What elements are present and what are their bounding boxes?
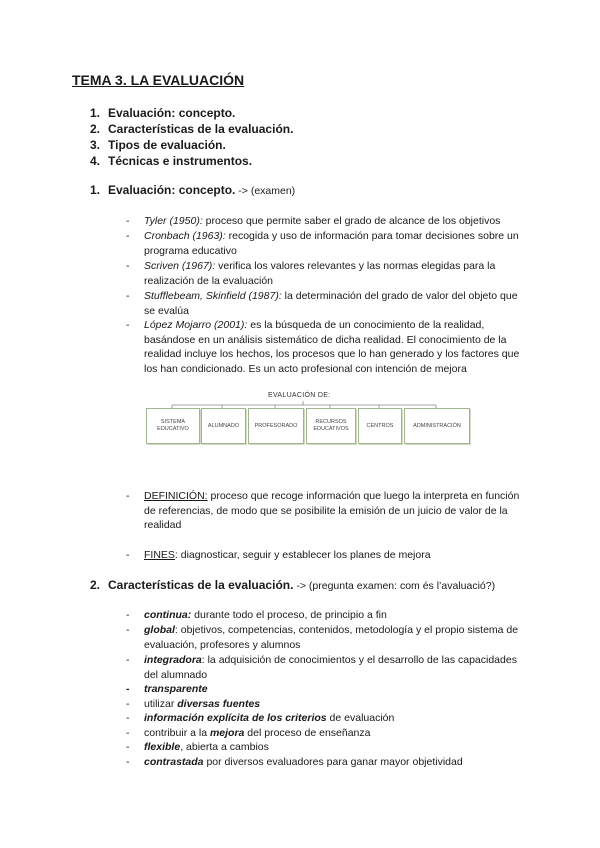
fines-item: - FINES: diagnosticar, seguir y establecer los planes de mejora [126,549,431,561]
item-prefix: utilizar [144,698,178,710]
diagram-box-recursos-educativos: RECURSOS EDUCATIVOS [306,408,356,444]
diagram-title: EVALUACIÓN DE: [268,392,331,399]
keyword: transparente [144,683,208,695]
keyword: mejora [209,727,245,739]
item-text: : la adquisición de conocimientos y el desarrollo de las capacidades del alumnado [144,654,517,681]
toc-number: 2. [90,122,101,136]
section-title: Evaluación: concepto. [108,183,236,197]
item-text: la determinación del grado de valor del objeto que se evalúa [144,290,518,317]
author-name: López Mojarro (2001) [144,319,245,331]
section-note: -> (examen) [235,185,296,197]
keyword: contrastada [144,756,204,768]
definition-text: proceso que recoge información que luego la interpreta en función de referencias, de modo que se posibilite la emisión de un juicio de valor de la realidad [144,490,520,532]
item-text: verifica los valores relevantes y las normas elegidas para la realización de la evaluación [144,260,496,287]
item-text: : objetivos, competencias, contenidos, metodología y el propio sistema de evaluación, profesores y alumnos [144,624,519,651]
author-name: Scriven (1967) [144,260,213,272]
section-number: 2. [90,578,101,592]
list-item: - global: objetivos, competencias, contenidos, metodología y el propio sistema de evaluación, profesores y alumnos [126,624,519,651]
item-text: recogida y uso de información para tomar decisiones sobre un programa educativo [144,230,519,257]
keyword: información explícita de los criterios [144,712,327,724]
fines-text: : diagnosticar, seguir y establecer los planes de mejora [174,549,431,561]
list-item: - Scriven (1967): verifica los valores relevantes y las normas elegidas para la realización de la evaluación [126,260,496,287]
toc-number: 4. [90,154,101,168]
item-text: de evaluación [326,712,395,724]
keyword: global [144,624,175,636]
item-text: , abierta a cambios [180,741,269,753]
fines-label: FINES [144,549,175,561]
list-item: - Cronbach (1963): recogida y uso de información para tomar decisiones sobre un programa educativo [126,230,519,257]
list-item: - Tyler (1950): proceso que permite saber el grado de alcance de los objetivos [126,215,501,227]
keyword: continua: [144,609,192,621]
separator: : [222,230,226,242]
author-name: Cronbach (1963) [144,230,223,242]
toc-number: 1. [90,106,101,120]
separator: : [244,319,248,331]
separator: : [278,290,282,302]
list-item: - continua: durante todo el proceso, de principio a fin [126,609,387,621]
section-note: -> (pregunta examen: com és l’avaluació?) [293,580,496,592]
author-name: Stufflebeam, Skinfield (1987) [144,290,279,302]
separator: : [199,215,203,227]
toc-label: Características de la evaluación. [108,122,294,136]
list-item: - contribuir a la mejora del proceso de enseñanza [126,727,371,739]
section-title: Características de la evaluación. [108,578,294,592]
toc-number: 3. [90,138,101,152]
definition-item: - DEFINICIÓN: proceso que recoge información que luego la interpreta en función de referencias, de modo que se posibilite la emisión de un juicio de valor de la realidad [126,490,520,532]
list-item: - flexible, abierta a cambios [126,741,269,753]
list-item: - Stufflebeam, Skinfield (1987): la determinación del grado de valor del objeto que se evalúa [126,290,518,317]
list-item: - utilizar diversas fuentes [126,698,261,710]
item-text: por diversos evaluadores para ganar mayor objetividad [203,756,463,768]
item-prefix: contribuir a la [144,727,210,739]
list-item: - transparente [126,683,208,695]
item-text: durante todo el proceso, de principio a fin [191,609,387,621]
section-number: 1. [90,183,101,197]
item-text: del proceso de enseñanza [244,727,371,739]
list-item: - integradora: la adquisición de conocimientos y el desarrollo de las capacidades del alumnado [126,654,517,681]
keyword: flexible [144,741,181,753]
diagram-box-alumnado: ALUMNADO [201,408,246,444]
toc-label: Evaluación: concepto. [108,106,236,120]
list-item: - contrastada por diversos evaluadores para ganar mayor objetividad [126,756,463,768]
page-title: TEMA 3. LA EVALUACIÓN [72,72,245,88]
toc-label: Tipos de evaluación. [108,138,226,152]
diagram-box-profesorado: PROFESORADO [248,408,304,444]
item-text: es la búsqueda de un conocimiento de la realidad, basándose en un análisis sistemático de dicha realidad. El conocimiento de la realidad incluye los hechos, los procesos que lo han generado y los factores que los han condicionado. Es un acto profesional con intención de mejora [144,319,520,375]
list-item: - información explícita de los criterios de evaluación [126,712,395,724]
item-text: proceso que permite saber el grado de alcance de los objetivos [202,215,501,227]
diagram-box-sistema-educativo: SISTEMA EDUCATIVO [146,408,200,444]
list-item: - López Mojarro (2001): es la búsqueda de un conocimiento de la realidad, basándose en un análisis sistemático de dicha realidad. El conocimiento de la realidad incluye los hechos, los procesos que lo han generado y los factores que los han condicionado. Es un acto profesional con intención de mejora [126,319,520,375]
diagram-box-administracion: ADMINISTRACIÓN [404,408,470,444]
section-2-heading [90,578,495,592]
keyword: diversas fuentes [177,698,261,710]
keyword: integradora [144,654,202,666]
definition-label: DEFINICIÓN: [144,490,208,502]
author-name: Tyler (1950) [144,215,200,227]
toc-label: Técnicas e instrumentos. [108,154,253,168]
separator: : [212,260,216,272]
diagram-box-centros: CENTROS [358,408,402,444]
